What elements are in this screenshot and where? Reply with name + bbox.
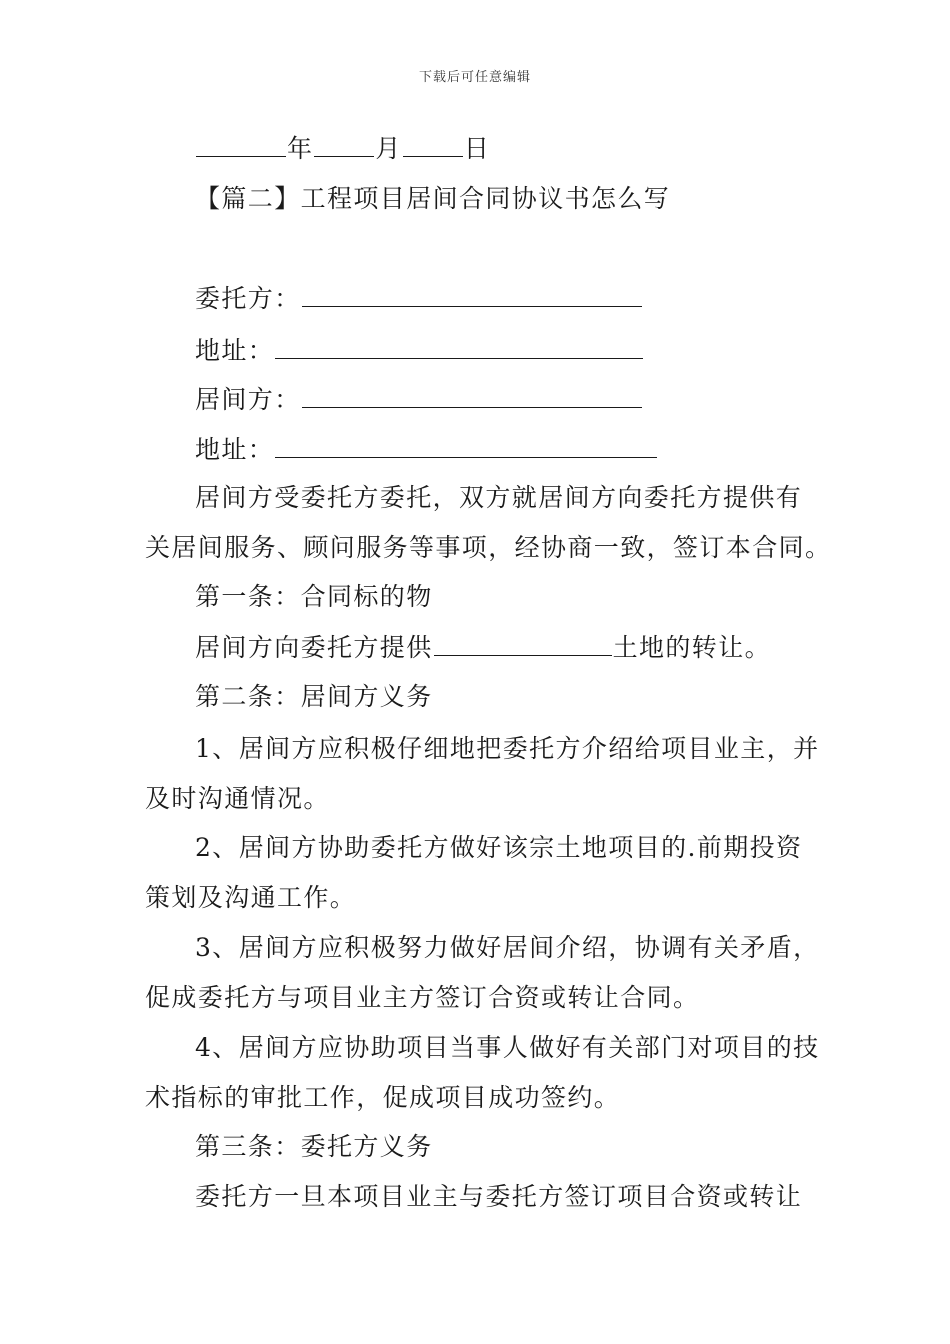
land-blank — [434, 631, 612, 656]
agent-blank — [302, 383, 642, 408]
item-2-line-1: 2、居间方协助委托方做好该宗土地项目的.前期投资 — [195, 833, 803, 862]
article-1-text-before: 居间方向委托方提供 — [195, 633, 433, 662]
agent-address-line — [195, 433, 658, 467]
month-blank — [314, 132, 374, 157]
article-1-title: 第一条：合同标的物 — [195, 582, 433, 611]
agent-address-label: 地址： — [195, 435, 275, 464]
item-1-line-1: 1、居间方应积极仔细地把委托方介绍给项目业主，并 — [195, 734, 820, 763]
section-title: 【篇二】工程项目居间合同协议书怎么写 — [195, 184, 671, 213]
intro-paragraph-line-2: 关居间服务、顾问服务等事项，经协商一致，签订本合同。 — [145, 533, 832, 562]
date-line — [195, 132, 490, 166]
client-address-line — [195, 334, 644, 368]
article-3-title: 第三条：委托方义务 — [195, 1132, 433, 1161]
article-2-title: 第二条：居间方义务 — [195, 682, 433, 711]
item-4-line-1: 4、居间方应协助项目当事人做好有关部门对项目的技 — [195, 1033, 820, 1062]
client-line — [195, 282, 643, 316]
item-4-line-2: 术指标的审批工作，促成项目成功签约。 — [145, 1083, 621, 1112]
agent-label: 居间方： — [195, 385, 301, 414]
client-blank — [302, 282, 642, 307]
client-address-blank — [275, 334, 643, 359]
intro-paragraph-line-1: 居间方受委托方委托，双方就居间方向委托方提供有 — [195, 483, 803, 512]
month-label: 月 — [375, 134, 402, 163]
article-3-line-1: 委托方一旦本项目业主与委托方签订项目合资或转让 — [195, 1182, 803, 1211]
day-label: 日 — [463, 134, 491, 163]
year-blank — [196, 132, 286, 157]
article-1-text-after: 土地的转让。 — [612, 633, 772, 662]
day-blank — [403, 132, 463, 157]
page-header-watermark: 下载后可任意编辑 — [418, 70, 531, 85]
item-3-line-1: 3、居间方应积极努力做好居间介绍，协调有关矛盾， — [195, 933, 820, 962]
item-3-line-2: 促成委托方与项目业主方签订合资或转让合同。 — [145, 983, 700, 1012]
client-address-label: 地址： — [195, 336, 275, 365]
article-1-text — [195, 631, 771, 665]
agent-address-blank — [275, 433, 657, 458]
agent-line — [195, 383, 643, 417]
item-1-line-2: 及时沟通情况。 — [145, 784, 330, 813]
client-label: 委托方： — [195, 284, 301, 313]
year-label: 年 — [287, 134, 314, 163]
item-2-line-2: 策划及沟通工作。 — [145, 883, 357, 912]
